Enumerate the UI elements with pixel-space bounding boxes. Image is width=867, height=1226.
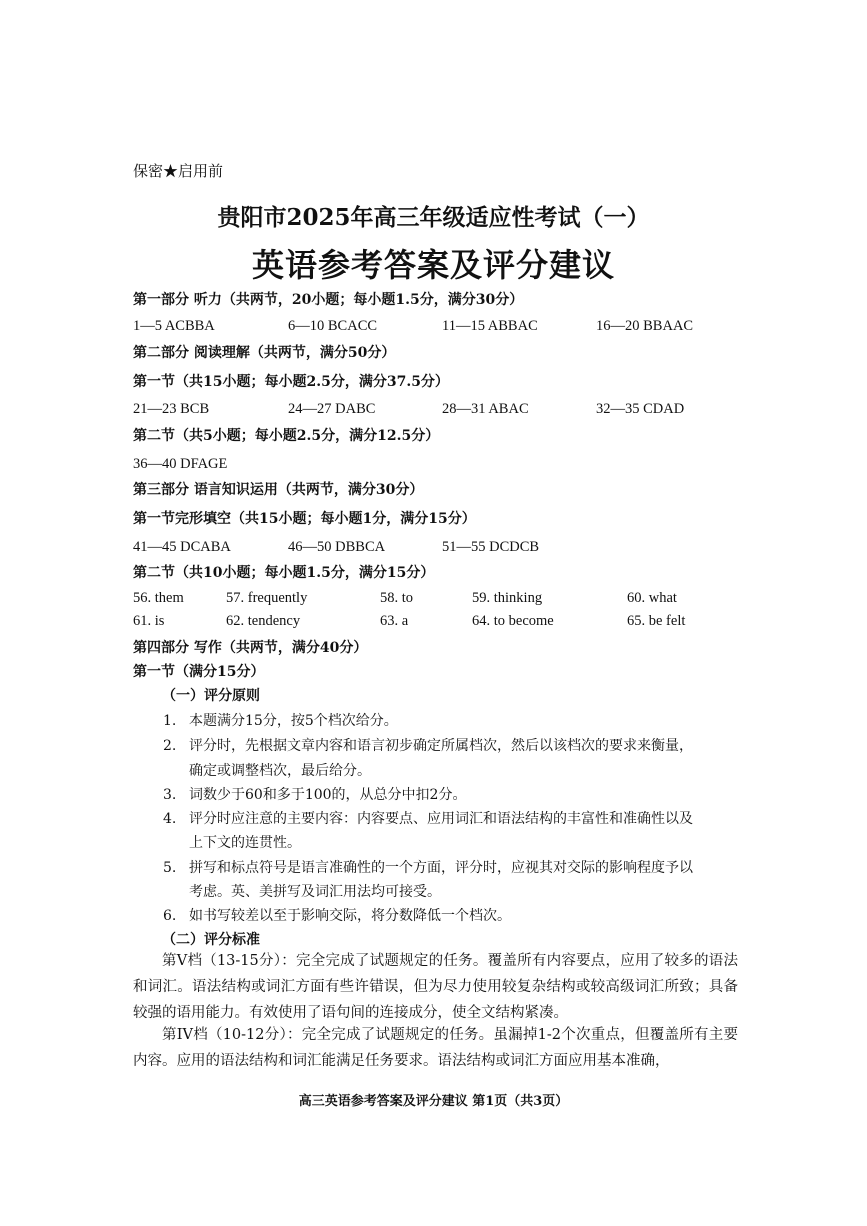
principle-text: 词数少于60和多于100的，从总分中扣2分。	[189, 787, 467, 803]
answer-item: 64. to become	[472, 613, 554, 629]
answer-group: 46—50 DBBCA	[288, 539, 386, 555]
principle-text: 评分时应注意的主要内容：内容要点、应用词汇和语法结构的丰富性和准确性以及	[189, 811, 693, 827]
part2-section2-heading: 第二节（共5小题；每小题2.5分，满分12.5分）	[133, 428, 440, 444]
principle-text: 评分时，先根据文章内容和语言初步确定所属档次，然后以该档次的要求来衡量，	[189, 738, 693, 754]
answer-group: 36—40 DFAGE	[133, 456, 228, 472]
answer-group: 16—20 BBAAC	[596, 318, 694, 334]
answer-item: 63. a	[380, 613, 409, 629]
principle-number: 4.	[163, 811, 177, 827]
part3-section2-heading: 第二节（共10小题；每小题1.5分，满分15分）	[133, 565, 435, 581]
part1-heading: 第一部分 听力（共两节，20小题；每小题1.5分，满分30分）	[133, 292, 524, 308]
principle-text-continued: 确定或调整档次，最后给分。	[189, 763, 371, 779]
answer-group: 21—23 BCB	[133, 401, 210, 417]
principle-item	[163, 735, 693, 755]
answer-group: 32—35 CDAD	[596, 401, 685, 417]
answer-item: 59. thinking	[472, 590, 543, 606]
principle-item	[163, 710, 398, 730]
part3-section1-heading: 第一节完形填空（共15小题；每小题1分，满分15分）	[133, 511, 476, 527]
grade-5-description: 第V档（13-15分）：完全完成了试题规定的任务。覆盖所有内容要点，应用了较多的语法和词汇。语法结构或词汇方面有些许错误，但为尽力使用较复杂结构或较高级词汇所致；具备较强的语用能力。有效使用了语句间的连接成分，使全文结构紧凑。	[133, 953, 738, 1021]
grade-4-description: 第IV档（10-12分）：完全完成了试题规定的任务。虽漏掉1-2个次重点，但覆盖所有主要内容。应用的语法结构和词汇能满足任务要求。语法结构或词汇方面应用基本准确，	[133, 1027, 738, 1069]
part3-heading: 第三部分 语言知识运用（共两节，满分30分）	[133, 482, 424, 498]
exam-title: 贵阳市2025年高三年级适应性考试（一）	[217, 204, 650, 231]
document-title: 英语参考答案及评分建议	[251, 246, 615, 284]
answer-group: 41—45 DCABA	[133, 539, 231, 555]
page-footer: 高三英语参考答案及评分建议 第1页（共3页）	[298, 1094, 569, 1109]
answer-item: 57. frequently	[226, 590, 308, 606]
part4-heading: 第四部分 写作（共两节，满分40分）	[133, 640, 368, 656]
answer-item: 56. them	[133, 590, 184, 606]
confidential-label: 保密★启用前	[133, 162, 224, 180]
answer-item: 65. be felt	[627, 613, 686, 629]
principle-number: 2.	[163, 738, 177, 754]
principle-text: 拼写和标点符号是语言准确性的一个方面，评分时，应视其对交际的影响程度予以	[189, 860, 693, 876]
answer-item: 62. tendency	[226, 613, 301, 629]
answer-item: 61. is	[133, 613, 165, 629]
principle-text: 如书写较差以至于影响交际，将分数降低一个档次。	[189, 908, 511, 924]
principle-text-continued: 上下文的连贯性。	[189, 835, 301, 851]
scoring-principles-heading: （一）评分原则	[162, 688, 260, 704]
answer-group: 51—55 DCDCB	[442, 539, 540, 555]
part2-heading: 第二部分 阅读理解（共两节，满分50分）	[133, 345, 396, 361]
principle-text-continued: 考虑。英、美拼写及词汇用法均可接受。	[189, 884, 441, 900]
answer-group: 24—27 DABC	[288, 401, 376, 417]
answer-group: 6—10 BCACC	[288, 318, 378, 334]
principle-item	[163, 784, 466, 804]
answer-group: 28—31 ABAC	[442, 401, 529, 417]
principle-number: 1.	[163, 713, 177, 729]
principle-number: 5.	[163, 860, 177, 876]
answer-group: 11—15 ABBAC	[442, 318, 538, 334]
principle-item	[163, 857, 693, 877]
answer-item: 60. what	[627, 590, 677, 606]
principle-item	[163, 905, 511, 925]
answer-group: 1—5 ACBBA	[133, 318, 215, 334]
principle-number: 6.	[163, 908, 177, 924]
part2-section1-heading: 第一节（共15小题；每小题2.5分，满分37.5分）	[133, 374, 449, 390]
principle-item	[163, 808, 693, 828]
principle-number: 3.	[163, 787, 177, 803]
part4-section1-heading: 第一节（满分15分）	[133, 664, 265, 680]
scoring-standards-heading: （二）评分标准	[162, 932, 260, 948]
answer-item: 58. to	[380, 590, 414, 606]
principle-text: 本题满分15分，按5个档次给分。	[189, 713, 398, 729]
